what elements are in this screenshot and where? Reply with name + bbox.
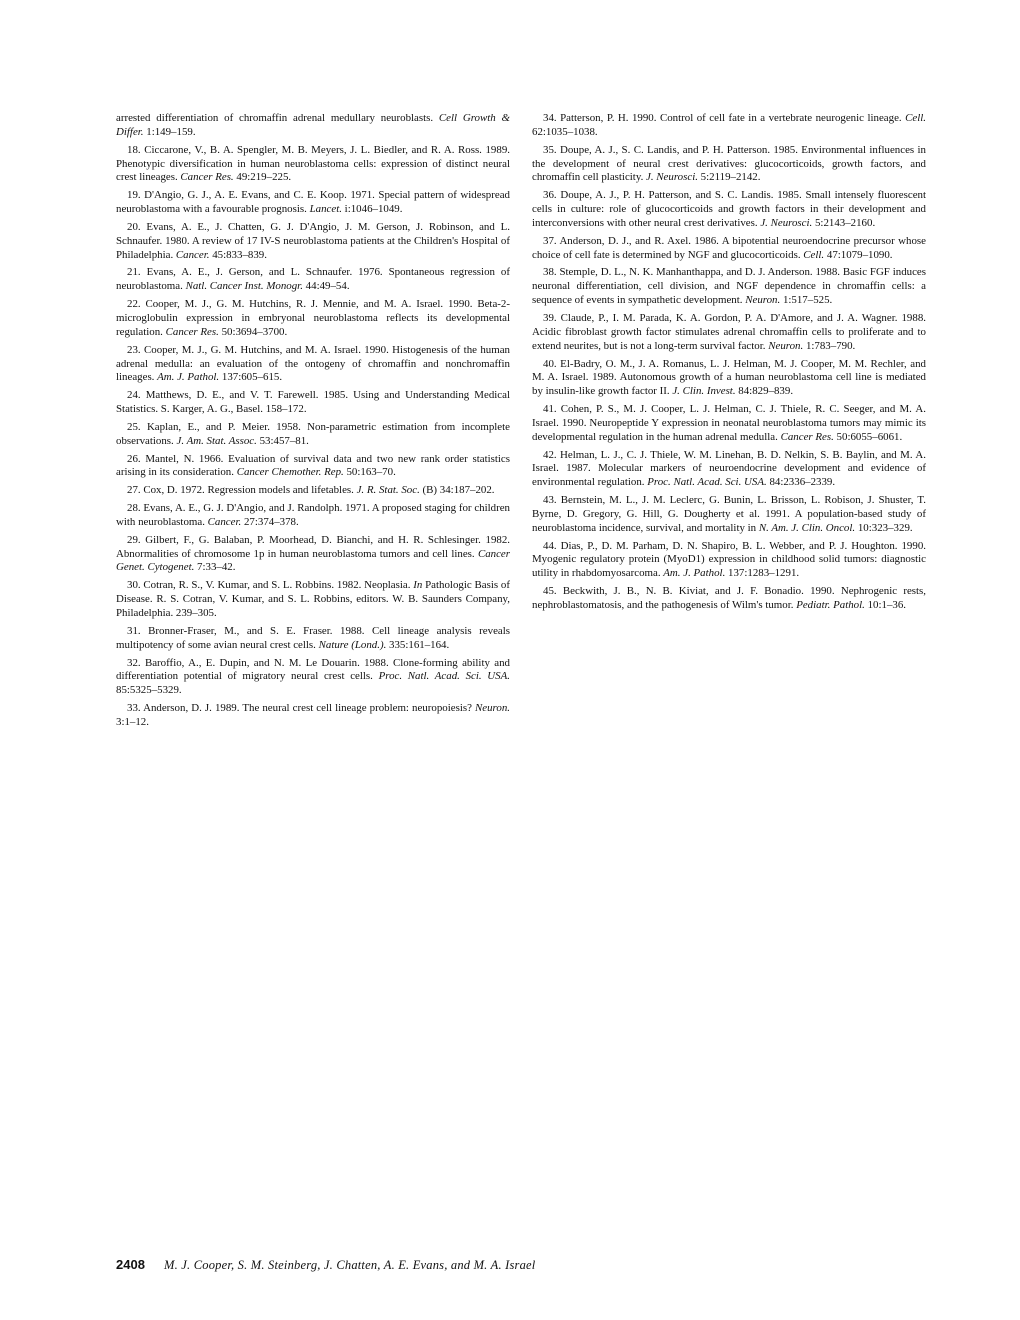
reference-entry	[116, 344, 510, 386]
reference-text: 41. Cohen, P. S., M. J. Cooper, L. J. Helman, C. J. Thiele, R. C. Seeger, and M. A. Israel. 1990. Neuropeptide Y expression in neonatal neuroblastoma tumors may mimic its developmental regulation in the human adrenal medulla.	[532, 403, 926, 443]
reference-citation: 50:163–70.	[343, 466, 396, 479]
reference-entry	[532, 585, 926, 613]
reference-journal: J. Neurosci.	[646, 171, 698, 184]
reference-citation: 335:161–164.	[386, 638, 450, 651]
reference-text: 23. Cooper, M. J., G. M. Hutchins, and M. A. Israel. 1990. Histogenesis of the human adrenal medulla: an evaluation of the ontogeny of chromaffin and nonchromaffin lineages.	[116, 343, 510, 384]
reference-citation: 5:2119–2142.	[697, 171, 761, 184]
reference-journal: Cancer Genet. Cytogenet.	[116, 547, 510, 574]
reference-citation: 53:457–81.	[256, 434, 309, 447]
reference-text: 38. Stemple, D. L., N. K. Manhanthappa, and D. J. Anderson. 1988. Basic FGF induces neuronal differentiation, cell division, and NGF dependence in chromaffin cells: a sequence of events in sympathetic development.	[532, 266, 926, 307]
reference-citation: 5:2143–2160.	[812, 216, 876, 229]
reference-text: 45. Beckwith, J. B., N. B. Kiviat, and J. F. Bonadio. 1990. Nephrogenic rests, nephroblastomatosis, and the pathogenesis of Wilm's tumor.	[532, 585, 926, 611]
reference-text: 34. Patterson, P. H. 1990. Control of cell fate in a vertebrate neurogenic lineage.	[543, 112, 906, 124]
reference-entry	[116, 221, 510, 263]
reference-citation: 84:829–839.	[735, 385, 794, 398]
reference-citation: 62:1035–1038.	[532, 125, 598, 138]
reference-journal: Cancer Res.	[780, 430, 834, 443]
reference-citation: 27:374–378.	[241, 515, 299, 528]
reference-journal: Cancer.	[175, 248, 210, 261]
reference-journal: Proc. Natl. Acad. Sci. USA.	[378, 670, 510, 683]
reference-entry	[116, 144, 510, 186]
references-right-column	[532, 112, 926, 617]
reference-text: 21. Evans, A. E., J. Gerson, and L. Schnaufer. 1976. Spontaneous regression of neuroblastoma.	[116, 266, 510, 293]
reference-citation: 10:323–329.	[855, 521, 913, 534]
reference-text: 33. Anderson, D. J. 1989. The neural crest cell lineage problem: neuropoiesis?	[127, 702, 475, 715]
reference-entry	[116, 534, 510, 576]
reference-entry	[116, 502, 510, 530]
reference-text: 35. Doupe, A. J., S. C. Landis, and P. H. Patterson. 1985. Environmental influences in the development of neural crest derivatives: glucocorticoids, growth factors, and chromaffin cell plasticity.	[532, 143, 926, 184]
reference-citation: 50:6055–6061.	[833, 430, 903, 443]
reference-journal: Neuron.	[768, 339, 804, 352]
reference-text: 37. Anderson, D. J., and R. Axel. 1986. A bipotential neuroendocrine precursor whose choice of cell fate is determined by NGF and glucocorticoids.	[532, 234, 926, 261]
reference-journal: Cancer Chemother. Rep.	[236, 466, 344, 479]
reference-entry	[116, 453, 510, 481]
page-footer	[116, 1255, 936, 1275]
reference-journal: J. R. Stat. Soc.	[356, 484, 420, 497]
reference-text: 32. Baroffio, A., E. Dupin, and N. M. Le Douarin. 1988. Clone-forming ability and differentiation potential of migratory neural crest cells.	[116, 656, 510, 683]
reference-text: 27. Cox, D. 1972. Regression models and lifetables.	[127, 484, 357, 497]
reference-entry	[116, 421, 510, 449]
reference-entry	[532, 494, 926, 536]
reference-journal: Lancet.	[309, 203, 342, 216]
reference-journal: Cancer.	[207, 515, 242, 528]
reference-journal: In	[413, 579, 423, 592]
reference-entry	[116, 112, 510, 140]
reference-citation: 7:33–42.	[194, 561, 236, 574]
reference-journal: Neuron.	[745, 294, 781, 307]
reference-entry	[532, 358, 926, 400]
page-number: 2408	[116, 1257, 145, 1272]
reference-journal: Cell Growth & Differ.	[116, 112, 510, 138]
reference-entry	[532, 144, 926, 186]
reference-entry	[532, 449, 926, 491]
reference-entry	[116, 266, 510, 294]
reference-citation: 84:2336–2339.	[766, 476, 836, 489]
reference-citation: Pathologic Basis of Disease. R. S. Cotran, V. Kumar, and S. L. Robbins, editors. W. B. Saunders Company, Philadelphia. 239–305.	[116, 579, 510, 619]
reference-citation: 3:1–12.	[116, 715, 149, 728]
reference-text: 22. Cooper, M. J., G. M. Hutchins, R. J. Mennie, and M. A. Israel. 1990. Beta-2-microglobulin expression in embryonal neuroblastoma reflects its developmental regulation.	[116, 298, 510, 338]
reference-journal: Am. J. Pathol.	[157, 371, 220, 384]
reference-journal: Neuron.	[475, 702, 510, 715]
reference-text: 18. Ciccarone, V., B. A. Spengler, M. B. Meyers, J. L. Biedler, and R. A. Ross. 1989. Phenotypic diversification in human neuroblastoma cells: expression of distinct neural crest lineages.	[116, 143, 510, 184]
reference-text: 31. Bronner-Fraser, M., and S. E. Fraser. 1988. Cell lineage analysis reveals multipotency of some avian neural crest cells.	[116, 624, 510, 651]
reference-entry	[532, 403, 926, 445]
reference-entry	[532, 112, 926, 140]
reference-entry	[116, 389, 510, 417]
reference-text: 30. Cotran, R. S., V. Kumar, and S. L. Robbins. 1982. Neoplasia.	[127, 579, 414, 592]
reference-entry	[116, 657, 510, 699]
reference-citation: 137:1283–1291.	[725, 567, 800, 580]
reference-entry	[532, 189, 926, 231]
references-left-column	[116, 112, 510, 734]
reference-citation: 85:5325–5329.	[116, 684, 182, 697]
reference-journal: Proc. Natl. Acad. Sci. USA.	[647, 476, 767, 489]
reference-text: 19. D'Angio, G. J., A. E. Evans, and C. E. Koop. 1971. Special pattern of widespread neuroblastoma with a favourable prognosis.	[116, 189, 510, 216]
reference-journal: Nature (Lond.).	[318, 638, 387, 651]
reference-citation: i:1046–1049.	[341, 203, 403, 216]
reference-text: 28. Evans, A. E., G. J. D'Angio, and J. Randolph. 1971. A proposed staging for children with neuroblastoma.	[116, 502, 510, 528]
reference-text: 26. Mantel, N. 1966. Evaluation of survival data and two new rank order statistics arising in its consideration.	[116, 452, 510, 479]
reference-text: 20. Evans, A. E., J. Chatten, G. J. D'Angio, J. M. Gerson, J. Robinson, and L. Schnaufer. 1980. A review of 17 IV-S neuroblastoma patients at the Children's Hospital of Philadelphia.	[116, 220, 510, 261]
reference-journal: Cancer Res.	[165, 325, 219, 338]
running-authors: M. J. Cooper, S. M. Steinberg, J. Chatten, A. E. Evans, and M. A. Israel	[164, 1258, 536, 1272]
reference-text: 36. Doupe, A. J., P. H. Patterson, and S. C. Landis. 1985. Small intensely fluorescent cells in culture: role of glucocorticoids and growth factors in their development and interconversions with other neural crest derivatives.	[532, 189, 926, 229]
reference-citation: 1:517–525.	[780, 294, 833, 307]
reference-citation: 1:149–159.	[143, 125, 196, 138]
reference-text: 24. Matthews, D. E., and V. T. Farewell. 1985. Using and Understanding Medical Statistics. S. Karger, A. G., Basel. 158–172.	[116, 389, 510, 416]
reference-entry	[532, 266, 926, 308]
reference-citation: 44:49–54.	[302, 280, 350, 293]
reference-journal: Pediatr. Pathol.	[796, 599, 865, 611]
reference-journal: J. Am. Stat. Assoc.	[176, 434, 257, 447]
reference-entry	[116, 625, 510, 653]
reference-citation: 45:833–839.	[209, 248, 267, 261]
reference-text: 39. Claude, P., I. M. Parada, K. A. Gordon, P. A. D'Amore, and J. A. Wagner. 1988. Acidic fibroblast growth factor stimulates adrenal chromaffin cells to proliferate and to extend neurites, but is not a long-term survival factor.	[532, 311, 926, 352]
reference-journal: J. Neurosci.	[760, 216, 813, 229]
reference-entry	[116, 298, 510, 340]
reference-entry	[116, 484, 510, 498]
reference-text: arrested differentiation of chromaffin adrenal medullary neuroblasts.	[116, 112, 439, 124]
reference-journal: J. Clin. Invest.	[672, 385, 736, 398]
reference-journal: Natl. Cancer Inst. Monogr.	[185, 280, 303, 293]
reference-citation: 10:1–36.	[864, 599, 907, 611]
reference-entry	[116, 189, 510, 217]
reference-citation: 49:219–225.	[233, 171, 292, 184]
reference-text: 25. Kaplan, E., and P. Meier. 1958. Non-parametric estimation from incomplete observations.	[116, 420, 510, 447]
reference-citation: 1:783–790.	[803, 339, 856, 352]
reference-journal: Am. J. Pathol.	[663, 567, 726, 580]
reference-journal: Cell.	[803, 248, 825, 261]
reference-entry	[532, 235, 926, 263]
reference-entry	[532, 312, 926, 354]
reference-entry	[532, 540, 926, 582]
reference-text: 40. El-Badry, O. M., J. A. Romanus, L. J. Helman, M. J. Cooper, M. M. Rechler, and M. A. Israel. 1989. Autonomous growth of a human neuroblastoma cell line is mediated by insulin-like growth factor II.	[532, 357, 926, 398]
reference-entry	[116, 702, 510, 730]
reference-journal: Cell.	[905, 112, 926, 124]
reference-citation: 137:605–615.	[219, 371, 283, 384]
reference-text: 44. Dias, P., D. M. Parham, D. N. Shapiro, B. L. Webber, and P. J. Houghton. 1990. Myogenic regulatory protein (MyoD1) expression in childhood solid tumors: diagnostic utility in rhabdomyosarcoma.	[532, 539, 926, 580]
reference-text: 29. Gilbert, F., G. Balaban, P. Moorhead, D. Bianchi, and H. R. Schlesinger. 1982. Abnormalities of chromosome 1p in human neuroblastoma tumors and cell lines.	[116, 533, 510, 560]
reference-entry	[116, 579, 510, 621]
reference-citation: 47:1079–1090.	[824, 248, 893, 261]
reference-journal: N. Am. J. Clin. Oncol.	[758, 521, 856, 534]
reference-text: 43. Bernstein, M. L., J. M. Leclerc, G. Bunin, L. Brisson, L. Robison, J. Shuster, T. Byrne, D. Gregory, G. Hill, G. Dougherty et al. 1991. A population-based study of neuroblastoma incidence, survival, and mortality in	[532, 494, 926, 534]
reference-citation: 50:3694–3700.	[218, 325, 288, 338]
reference-text: 42. Helman, L. J., C. J. Thiele, W. M. Linehan, B. D. Nelkin, S. B. Baylin, and M. A. Israel. 1987. Molecular markers of neuroendocrine development and evidence of environmental regulation.	[532, 448, 926, 489]
reference-journal: Cancer Res.	[180, 171, 234, 184]
reference-citation: (B) 34:187–202.	[419, 484, 495, 497]
